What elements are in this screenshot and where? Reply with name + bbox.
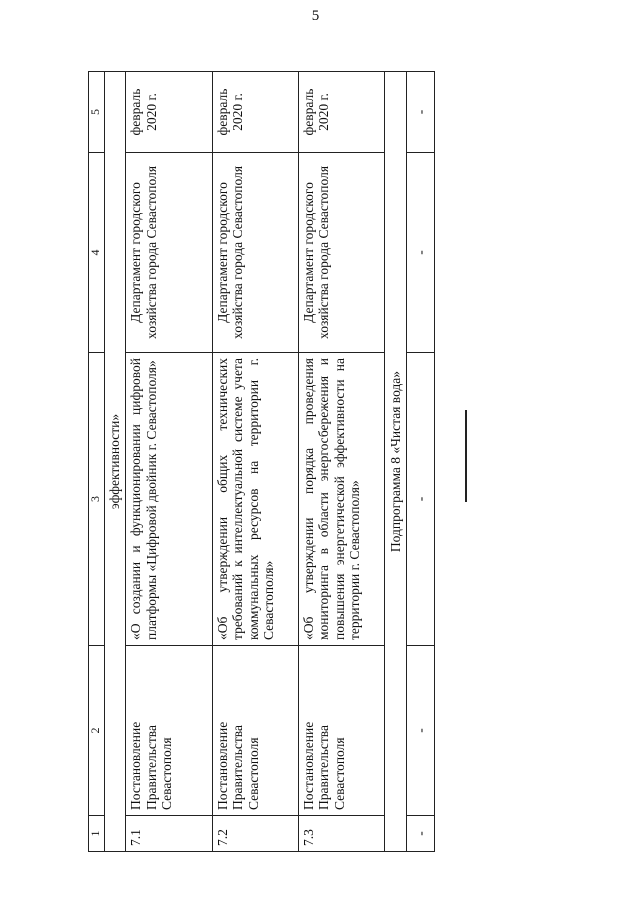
header-cell-5: 5 [89,72,105,153]
row-deadline: февраль 2020 г. [298,72,384,153]
row-title: «О создании и функционировании цифровой платформы «Цифровой двойник г. Севастополя» [126,353,212,646]
subprogram-heading: Подпрограмма 8 «Чистая вода» [385,72,407,852]
row-responsible: Департамент городского хозяйства города Севастополя [126,153,212,353]
table-row [298,72,384,852]
section-continuation: эффективности» [104,72,126,852]
table-row [126,72,212,852]
header-cell-4: 4 [89,153,105,353]
row-responsible: Департамент городского хозяйства города Севастополя [298,153,384,353]
row-number: 7.2 [212,816,298,852]
header-cell-2: 2 [89,646,105,816]
row-number: 7.3 [298,816,384,852]
row-deadline: февраль 2020 г. [212,72,298,153]
row-document-type: Постановление Правительства Севастополя [298,646,384,816]
end-separator-line [465,410,467,502]
dash-cell: - [406,353,434,646]
header-cell-1: 1 [89,816,105,852]
section-continuation-row [104,72,126,852]
row-responsible: Департамент городского хозяйства города Севастополя [212,153,298,353]
subprogram-row [385,72,407,852]
measures-table [88,71,435,852]
dash-cell: - [406,153,434,353]
row-deadline: февраль 2020 г. [126,72,212,153]
header-cell-3: 3 [89,353,105,646]
page-number: 5 [311,8,320,24]
dash-cell: - [406,646,434,816]
row-title: «Об утверждении порядка проведения мониторинга в области энергосбережения и повышения энергетической эффективности на территории г. Севастополя» [298,353,384,646]
row-title: «Об утверждении общих технических требований к интеллектуальной системе учета коммунальных ресурсов на территории г. Севастополя» [212,353,298,646]
dash-cell: - [406,816,434,852]
rotated-table-wrapper [88,72,435,852]
row-document-type: Постановление Правительства Севастополя [126,646,212,816]
table-row [212,72,298,852]
row-number: 7.1 [126,816,212,852]
header-row [89,72,105,852]
row-document-type: Постановление Правительства Севастополя [212,646,298,816]
dash-cell: - [406,72,434,153]
table-row [406,72,434,852]
